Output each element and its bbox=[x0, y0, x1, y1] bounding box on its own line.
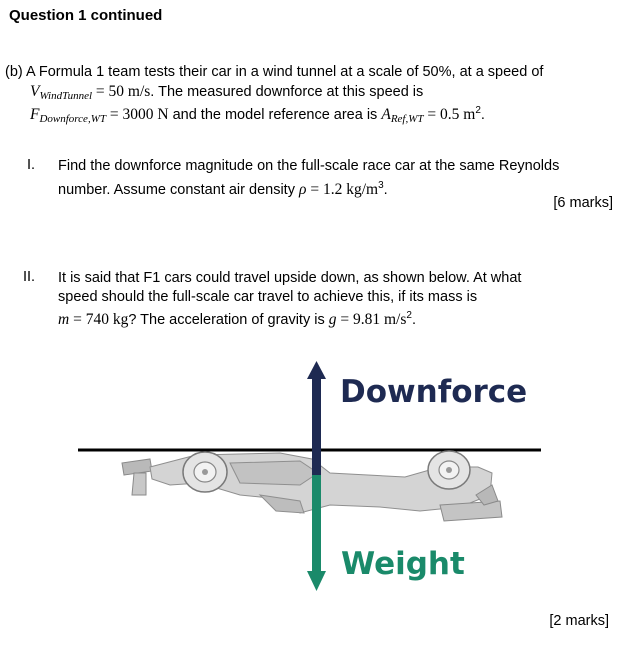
upside-down-car-diagram bbox=[0, 355, 627, 600]
rho-value: = 1.2 kg/m bbox=[306, 181, 379, 198]
v-value: = 50 m/s bbox=[92, 83, 151, 100]
f-mid-text: and the model reference area is bbox=[168, 107, 382, 123]
question-1-label: I. bbox=[27, 157, 36, 173]
part-b-intro-text: A Formula 1 team tests their car in a wind tunnel at a scale of 50%, at a speed of bbox=[25, 64, 544, 80]
rho-tail: . bbox=[383, 182, 388, 198]
question-2-line-3 bbox=[58, 306, 416, 330]
v-tail-text: . The measured downforce at this speed is bbox=[150, 84, 424, 100]
part-b-intro bbox=[5, 63, 543, 82]
g-symbol: g bbox=[328, 311, 337, 328]
a-subscript: Ref,WT bbox=[390, 113, 424, 125]
question-1-line-2 bbox=[58, 176, 388, 200]
question-2-line-2: speed should the full-scale car travel to achieve this, if its mass is bbox=[58, 289, 478, 305]
m-symbol: m bbox=[58, 311, 70, 328]
page-heading: Question 1 continued bbox=[9, 7, 163, 24]
g-exponent: 2 bbox=[406, 310, 412, 321]
part-b-label: (b) bbox=[5, 64, 23, 80]
a-symbol: A bbox=[381, 106, 391, 123]
f-value: = 3000 N bbox=[105, 106, 169, 123]
q2-line3-mid: ? The acceleration of gravity is bbox=[128, 312, 329, 328]
g-value: = 9.81 m/s bbox=[336, 311, 407, 328]
downforce-arrow-icon bbox=[307, 361, 326, 475]
question-1-line-1: Find the downforce magnitude on the full-scale race car at the same Reynolds bbox=[58, 158, 560, 174]
question-1-marks: [6 marks] bbox=[553, 195, 613, 211]
question-2-line-1: It is said that F1 cars could travel upside down, as shown below. At what bbox=[58, 270, 522, 286]
a-tail: . bbox=[480, 107, 485, 123]
v-symbol: V bbox=[30, 83, 40, 100]
m-value: = 740 kg bbox=[69, 311, 129, 328]
rho-symbol: ρ bbox=[299, 181, 307, 198]
weight-label: Weight bbox=[341, 546, 465, 582]
rear-wheel-icon bbox=[183, 452, 227, 492]
a-value: = 0.5 m bbox=[423, 106, 476, 123]
question-2-label: II. bbox=[23, 269, 36, 285]
q1-line2-text: number. Assume constant air density bbox=[58, 182, 299, 198]
question-2-marks: [2 marks] bbox=[549, 613, 609, 629]
v-subscript: WindTunnel bbox=[39, 90, 93, 102]
downforce-label: Downforce bbox=[340, 374, 528, 410]
front-wheel-icon bbox=[428, 451, 470, 489]
g-tail: . bbox=[411, 312, 416, 328]
downforce-area-line bbox=[30, 101, 485, 129]
f-subscript: Downforce,WT bbox=[39, 113, 106, 125]
rho-exponent: 3 bbox=[378, 180, 384, 191]
a-exponent: 2 bbox=[475, 105, 481, 116]
f-symbol: F bbox=[30, 106, 40, 123]
